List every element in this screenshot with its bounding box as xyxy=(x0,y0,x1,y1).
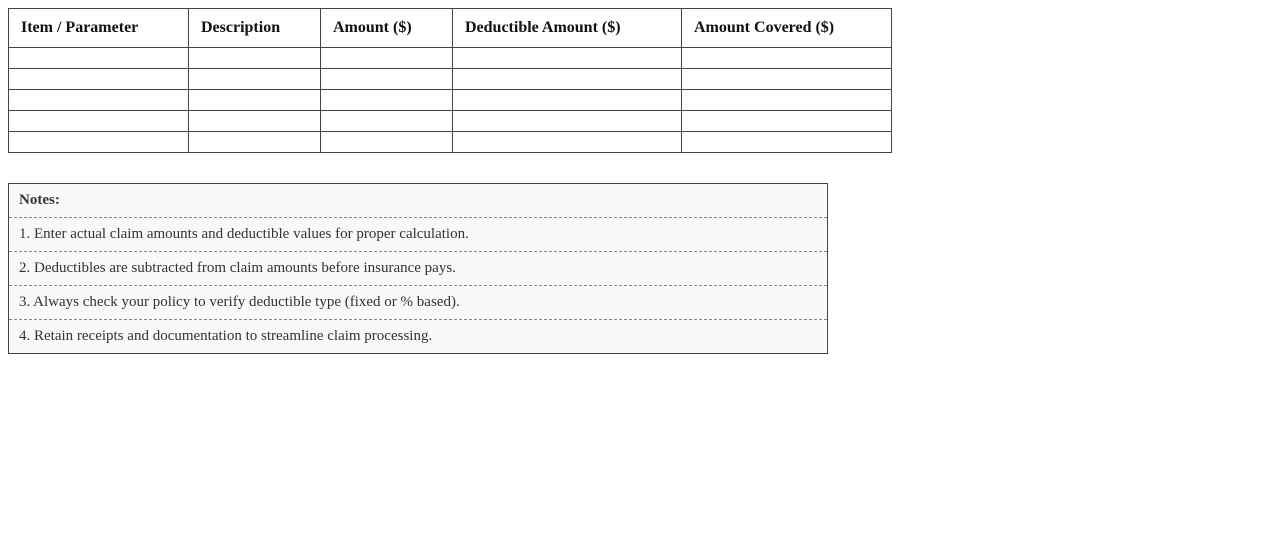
header-item-parameter: Item / Parameter xyxy=(9,9,189,48)
table-cell[interactable] xyxy=(189,48,321,69)
claims-table xyxy=(8,8,892,153)
table-cell[interactable] xyxy=(321,48,453,69)
table-cell[interactable] xyxy=(453,90,682,111)
header-description: Description xyxy=(189,9,321,48)
table-cell[interactable] xyxy=(682,132,892,153)
table-cell[interactable] xyxy=(189,69,321,90)
table-row xyxy=(9,90,892,111)
note-item: 4. Retain receipts and documentation to streamline claim processing. xyxy=(9,319,827,353)
table-cell[interactable] xyxy=(189,132,321,153)
table-cell[interactable] xyxy=(453,132,682,153)
table-row xyxy=(9,132,892,153)
table-cell[interactable] xyxy=(189,90,321,111)
table-cell[interactable] xyxy=(453,48,682,69)
table-cell[interactable] xyxy=(682,111,892,132)
table-cell[interactable] xyxy=(453,69,682,90)
table-row xyxy=(9,48,892,69)
header-amount-covered: Amount Covered ($) xyxy=(682,9,892,48)
table-cell[interactable] xyxy=(321,111,453,132)
notes-box xyxy=(8,183,828,354)
table-cell[interactable] xyxy=(682,69,892,90)
table-cell[interactable] xyxy=(9,90,189,111)
notes-title: Notes: xyxy=(19,192,60,208)
table-cell[interactable] xyxy=(321,69,453,90)
header-amount: Amount ($) xyxy=(321,9,453,48)
table-row xyxy=(9,111,892,132)
table-cell[interactable] xyxy=(682,48,892,69)
note-item: 1. Enter actual claim amounts and deductible values for proper calculation. xyxy=(9,217,827,251)
table-cell[interactable] xyxy=(189,111,321,132)
note-item: 2. Deductibles are subtracted from claim amounts before insurance pays. xyxy=(9,251,827,285)
note-item: 3. Always check your policy to verify deductible type (fixed or % based). xyxy=(9,285,827,319)
table-cell[interactable] xyxy=(321,132,453,153)
table-cell[interactable] xyxy=(682,90,892,111)
table-cell[interactable] xyxy=(453,111,682,132)
table-row xyxy=(9,69,892,90)
table-cell[interactable] xyxy=(9,48,189,69)
table-header-row xyxy=(9,9,892,48)
table-cell[interactable] xyxy=(9,69,189,90)
header-deductible-amount: Deductible Amount ($) xyxy=(453,9,682,48)
table-cell[interactable] xyxy=(321,90,453,111)
table-cell[interactable] xyxy=(9,111,189,132)
table-cell[interactable] xyxy=(9,132,189,153)
